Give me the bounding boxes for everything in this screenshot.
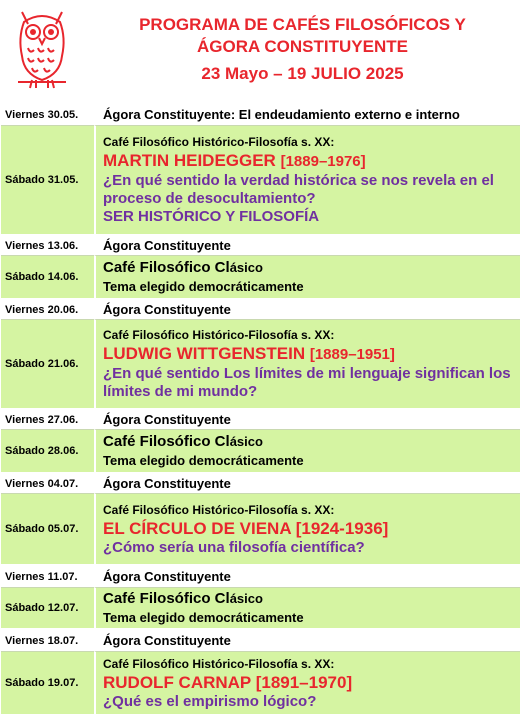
- row-question: ¿En qué sentido la verdad histórica se nos revela en el proceso de desocultamiento?: [103, 172, 494, 207]
- row-tema: Tema elegido democráticamente: [103, 453, 304, 468]
- row-name-text: MARTIN HEIDEGGER: [103, 151, 276, 170]
- row-date: Sábado 19.07.: [1, 652, 94, 716]
- row-years: [1924-1936]: [295, 518, 389, 538]
- header-title-line1: PROGRAMA DE CAFÉS FILOSÓFICOS Y: [139, 15, 466, 34]
- row-date: Viernes 20.06.: [1, 300, 94, 320]
- row-date: Sábado 12.07.: [1, 588, 94, 630]
- row-title-big: Café Filosófico Cl: [103, 433, 230, 450]
- header-title-line2: ÁGORA CONSTITUYENTE: [197, 37, 408, 56]
- row-text: Ágora Constituyente: [94, 474, 520, 494]
- row-title-small: ásico: [229, 260, 263, 275]
- row-name: [103, 150, 520, 172]
- row-text: Ágora Constituyente: [94, 300, 520, 320]
- row-question: ¿Cómo sería una filosofía científica?: [103, 538, 365, 556]
- schedule-table: [1, 104, 520, 716]
- row-text: Ágora Constituyente: [94, 410, 520, 430]
- row-text: Ágora Constituyente: [94, 236, 520, 256]
- row-text: Ágora Constituyente: El endeudamiento externo e interno: [94, 104, 520, 126]
- row-title-big: Café Filosófico Cl: [103, 590, 230, 607]
- row-subtitle: Café Filosófico Histórico-Filosofía s. XX:: [103, 328, 335, 342]
- schedule-row: [1, 104, 520, 126]
- row-name-text: RUDOLF CARNAP: [103, 672, 251, 692]
- schedule-row: [1, 430, 520, 474]
- schedule-row: [1, 236, 520, 256]
- row-extra: SER HISTÓRICO Y FILOSOFÍA: [103, 208, 320, 225]
- row-date: Viernes 18.07.: [1, 630, 94, 652]
- header: [0, 0, 521, 106]
- header-dates: 23 Mayo – 19 JULIO 2025: [201, 64, 404, 83]
- row-date: Viernes 13.06.: [1, 236, 94, 256]
- row-title-big: Café Filosófico Cl: [103, 259, 230, 276]
- schedule-row: [1, 320, 520, 410]
- schedule-row: [1, 474, 520, 494]
- row-text: Ágora Constituyente: [94, 630, 520, 652]
- row-name: [103, 518, 520, 539]
- row-years: [1889–1976]: [280, 153, 366, 170]
- row-date: Sábado 14.06.: [1, 256, 94, 300]
- schedule-row: [1, 126, 520, 236]
- schedule-row: [1, 588, 520, 630]
- schedule-row: [1, 652, 520, 716]
- row-name: [103, 672, 520, 693]
- row-question: ¿Qué es el empirismo lógico?: [103, 692, 317, 710]
- row-name: [103, 343, 520, 365]
- row-date: Viernes 30.05.: [1, 104, 94, 126]
- schedule-row: [1, 494, 520, 566]
- row-date: Viernes 04.07.: [1, 474, 94, 494]
- row-date: Viernes 27.06.: [1, 410, 94, 430]
- row-tema: Tema elegido democráticamente: [103, 610, 304, 625]
- schedule-row: [1, 566, 520, 588]
- row-name-text: LUDWIG WITTGENSTEIN: [103, 344, 306, 363]
- row-date: Sábado 31.05.: [1, 126, 94, 236]
- row-subtitle: Café Filosófico Histórico-Filosofía s. XX:: [103, 502, 335, 517]
- row-subtitle: Café Filosófico Histórico-Filosofía s. XX:: [103, 656, 335, 671]
- row-title: [103, 589, 520, 608]
- schedule-row: [1, 410, 520, 430]
- row-title-small: ásico: [229, 591, 263, 606]
- row-years: [1891–1970]: [255, 672, 353, 692]
- row-title: [103, 432, 520, 451]
- row-date: Sábado 21.06.: [1, 320, 94, 410]
- row-tema: Tema elegido democráticamente: [103, 279, 304, 294]
- row-name-text: EL CÍRCULO DE VIENA: [103, 518, 291, 538]
- schedule-row: [1, 256, 520, 300]
- row-date: Viernes 11.07.: [1, 566, 94, 588]
- row-title: [103, 258, 520, 277]
- schedule-row: [1, 300, 520, 320]
- row-text: Ágora Constituyente: [94, 566, 520, 588]
- row-date: Sábado 28.06.: [1, 430, 94, 474]
- row-question: ¿En qué sentido Los límites de mi lenguaje significan los límites de mi mundo?: [103, 365, 511, 400]
- row-years: [1889–1951]: [309, 346, 395, 363]
- row-date: Sábado 05.07.: [1, 494, 94, 566]
- row-title-small: ásico: [229, 434, 263, 449]
- row-subtitle: Café Filosófico Histórico-Filosofía s. XX:: [103, 135, 335, 149]
- schedule-row: [1, 630, 520, 652]
- owl-icon: [14, 8, 70, 92]
